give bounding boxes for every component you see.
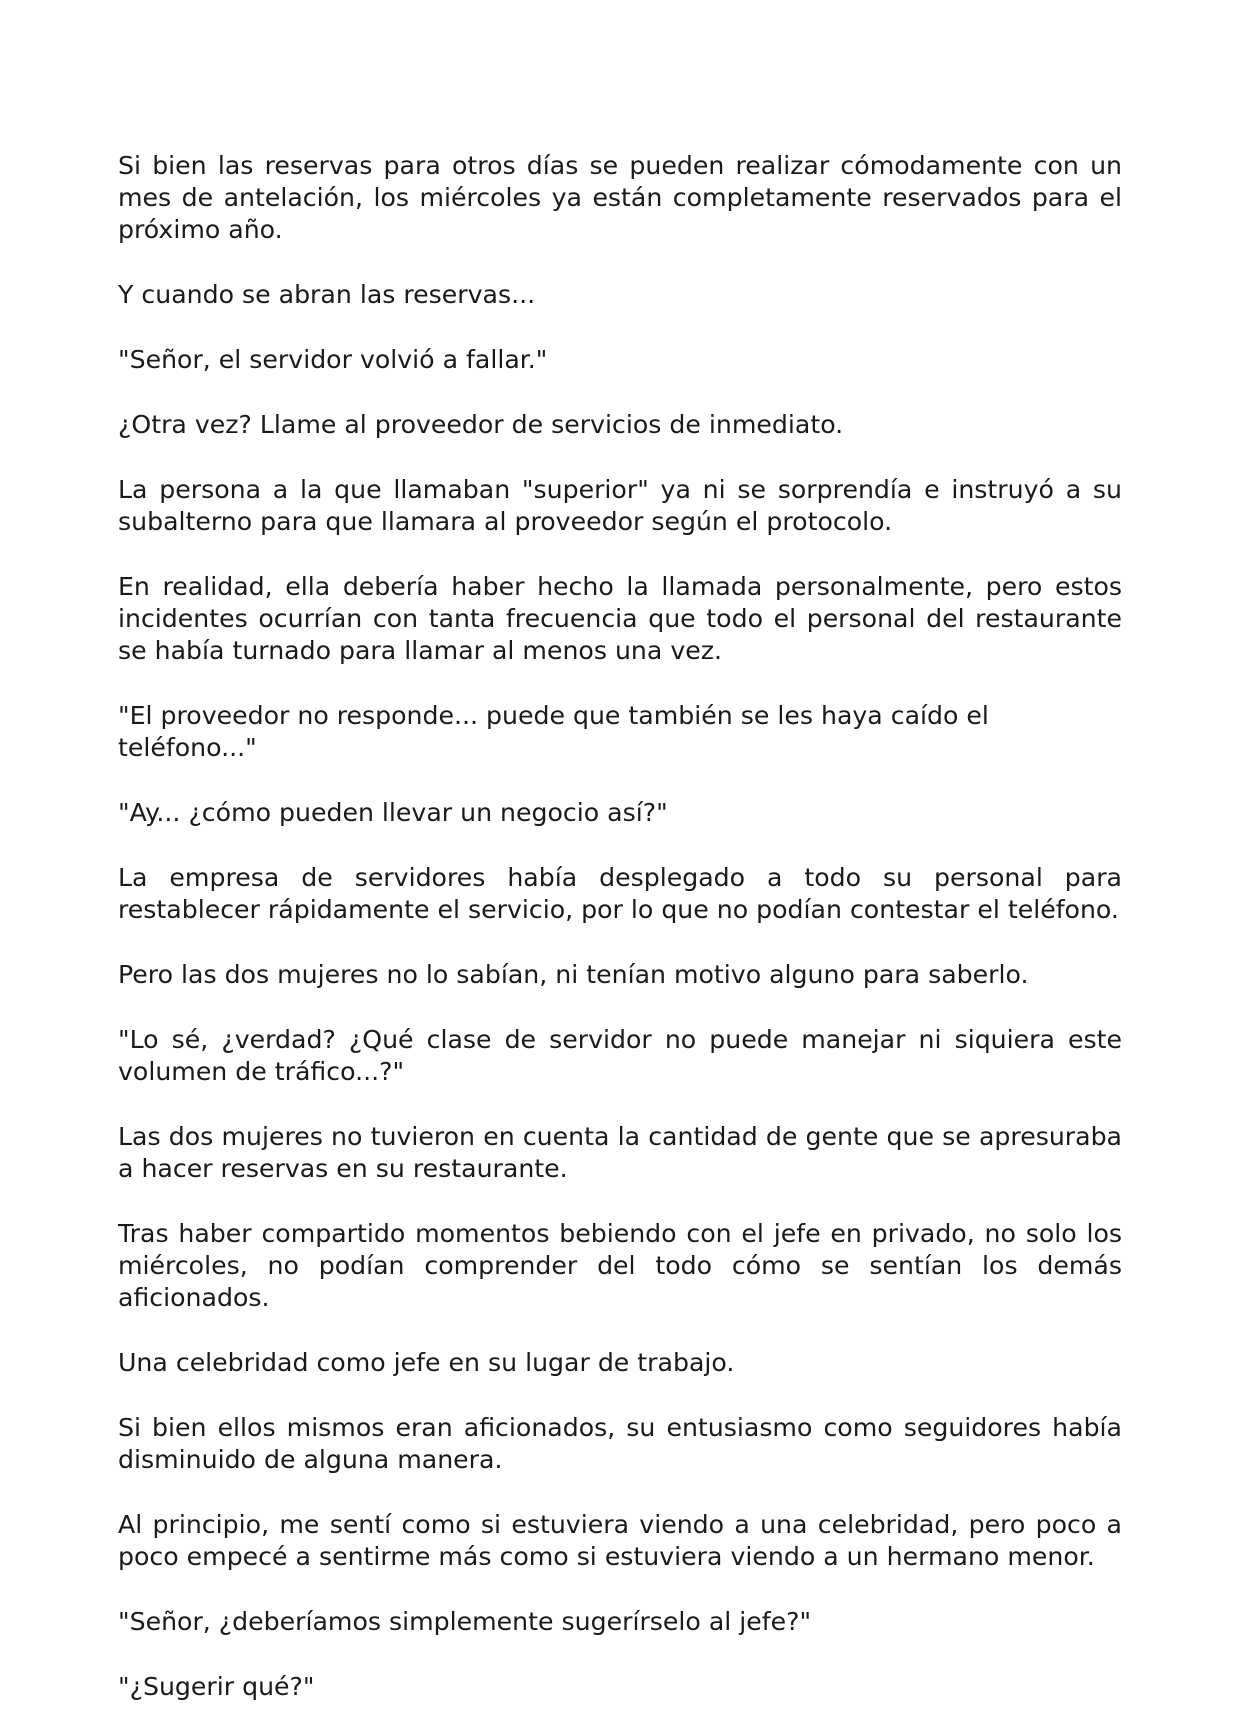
paragraph: Las dos mujeres no tuvieron en cuenta la cantidad de gente que se apresuraba a hacer reservas en su restaurante.: [118, 1122, 1122, 1183]
paragraph: Pero las dos mujeres no lo sabían, ni tenían motivo alguno para saberlo.: [118, 960, 1029, 989]
paragraph: "Lo sé, ¿verdad? ¿Qué clase de servidor no puede manejar ni siquiera este volumen de tráfico...?": [118, 1025, 1122, 1086]
paragraph: Al principio, me sentí como si estuviera viendo a una celebridad, pero poco a poco empecé a sentirme más como si estuviera viendo a un hermano menor.: [118, 1510, 1122, 1571]
paragraph: Tras haber compartido momentos bebiendo con el jefe en privado, no solo los miércoles, no podían comprender del todo cómo se sentían los demás aficionados.: [118, 1219, 1122, 1312]
paragraph: La empresa de servidores había desplegado a todo su personal para restablecer rápidamente el servicio, por lo que no podían contestar el teléfono.: [118, 863, 1122, 924]
paragraph: Si bien ellos mismos eran aficionados, su entusiasmo como seguidores había disminuido de alguna manera.: [118, 1413, 1122, 1474]
paragraph: "Ay... ¿cómo pueden llevar un negocio así?": [118, 798, 668, 827]
paragraph: ¿Otra vez? Llame al proveedor de servicios de inmediato.: [118, 410, 844, 439]
paragraph: "El proveedor no responde... puede que también se les haya caído el teléfono...": [118, 701, 989, 762]
document-body: [118, 150, 1122, 1736]
paragraph: Y cuando se abran las reservas...: [118, 280, 536, 309]
paragraph: En realidad, ella debería haber hecho la llamada personalmente, pero estos incidentes ocurrían con tanta frecuencia que todo el personal del restaurante se había turnado para llamar al menos una vez.: [118, 572, 1122, 665]
paragraph: Una celebridad como jefe en su lugar de trabajo.: [118, 1348, 735, 1377]
paragraph: "Señor, el servidor volvió a fallar.": [118, 345, 548, 374]
paragraph: "¿Sugerir qué?": [118, 1672, 315, 1701]
paragraph: Si bien las reservas para otros días se pueden realizar cómodamente con un mes de antelación, los miércoles ya están completamente reservados para el próximo año.: [118, 151, 1122, 244]
paragraph: La persona a la que llamaban "superior" ya ni se sorprendía e instruyó a su subalterno para que llamara al proveedor según el protocolo.: [118, 475, 1122, 536]
paragraph: "Señor, ¿deberíamos simplemente sugerírselo al jefe?": [118, 1607, 812, 1636]
